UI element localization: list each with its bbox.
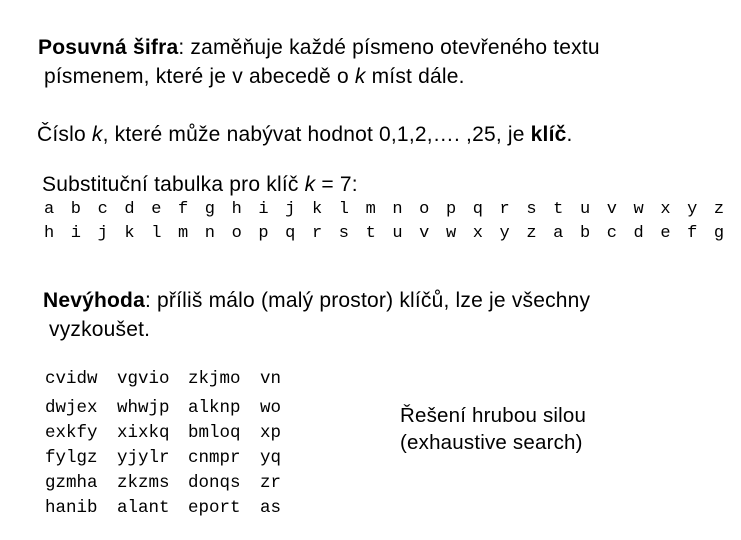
candidate-word: yq <box>260 448 282 468</box>
plain-letter: h <box>231 200 242 219</box>
cipher-letter: n <box>204 224 215 243</box>
candidate-word: alknp <box>188 398 241 418</box>
plain-letter: a <box>44 200 55 219</box>
plain-letter: c <box>97 200 108 219</box>
drawback-paragraph <box>43 286 689 344</box>
candidates-col-3 <box>188 367 241 521</box>
candidate-word: bmloq <box>188 423 241 443</box>
table-title-text-b: = 7: <box>315 173 358 196</box>
plain-letter: b <box>70 200 81 219</box>
intro-paragraph <box>38 33 704 91</box>
intro-var: k <box>354 65 366 88</box>
candidate-word: yjylr <box>117 448 170 468</box>
plain-letter: z <box>713 200 725 219</box>
drawback-text: : příliš málo (malý prostor) klíčů, lze je všechny vyzkoušet. <box>49 289 591 341</box>
cipher-letter: l <box>151 224 162 243</box>
candidate-word: cvidw <box>45 369 98 389</box>
cipher-letter: b <box>579 224 591 243</box>
candidate-word: zkjmo <box>188 369 241 389</box>
cipher-letter: y <box>499 224 510 243</box>
cipher-alphabet-row <box>44 222 741 246</box>
candidate-word: xp <box>260 423 282 443</box>
plain-letter: n <box>392 200 403 219</box>
plain-letter: q <box>472 200 483 219</box>
plain-letter: f <box>177 200 189 219</box>
candidate-word: zkzms <box>117 473 170 493</box>
plain-letter: t <box>553 200 564 219</box>
candidate-word: zr <box>260 473 282 493</box>
candidate-word: gzmha <box>45 473 98 493</box>
cipher-letter: r <box>311 224 323 243</box>
candidates-col-1 <box>45 367 98 521</box>
key-paragraph <box>37 120 707 149</box>
plain-letter: r <box>499 200 510 219</box>
candidates-col-4 <box>260 367 281 521</box>
candidate-word: vgvio <box>117 369 170 389</box>
key-text-c: . <box>566 123 573 146</box>
cipher-letter: x <box>472 224 483 243</box>
cipher-letter: d <box>633 224 644 243</box>
plain-letter: u <box>579 200 591 219</box>
key-text-b: , které může nabývat hodnot 0,1,2,…. ,25, je <box>102 123 531 146</box>
cipher-letter: j <box>97 224 108 243</box>
cipher-letter: u <box>392 224 403 243</box>
plain-letter: j <box>285 200 296 219</box>
candidate-word: vn <box>260 369 282 389</box>
cipher-letter: s <box>338 224 349 243</box>
cipher-letter: p <box>258 224 269 243</box>
cipher-letter: m <box>177 224 189 243</box>
plain-letter: s <box>526 200 537 219</box>
plain-letter: y <box>687 200 698 219</box>
intro-term: Posuvná šifra <box>38 36 179 59</box>
plain-letter: v <box>606 200 617 219</box>
candidate-word: donqs <box>188 473 241 493</box>
cipher-letter: f <box>687 224 698 243</box>
cipher-letter: h <box>44 224 55 243</box>
plain-letter: d <box>124 200 135 219</box>
table-title-var: k <box>304 173 316 196</box>
intro-text-a: : zaměňuje každé písmeno otevřeného textu písmenem, které je v abecedě o <box>44 36 600 88</box>
candidate-word: alant <box>117 498 170 518</box>
cipher-letter: g <box>713 224 725 243</box>
cipher-letter: t <box>365 224 376 243</box>
plain-letter: p <box>445 200 457 219</box>
candidate-word: as <box>260 498 282 518</box>
candidate-word: whwjp <box>117 398 170 418</box>
key-text-a: Číslo <box>37 123 92 146</box>
candidate-word: dwjex <box>45 398 98 418</box>
key-term: klíč <box>530 123 567 146</box>
candidates-col-2 <box>117 367 170 521</box>
cipher-letter: o <box>231 224 242 243</box>
cipher-letter: v <box>419 224 430 243</box>
cipher-letter: e <box>660 224 671 243</box>
candidate-word: cnmpr <box>188 448 241 468</box>
cipher-letter: q <box>285 224 296 243</box>
cipher-letter: w <box>445 224 457 243</box>
candidate-word: fylgz <box>45 448 98 468</box>
solution-note-line-1: Řešení hrubou silou <box>400 404 587 427</box>
solution-note-line-2: (exhaustive search) <box>400 431 583 454</box>
plain-letter: l <box>338 200 349 219</box>
cipher-letter: c <box>606 224 617 243</box>
plain-letter: k <box>311 200 323 219</box>
plain-alphabet-row <box>44 198 741 222</box>
cipher-letter: z <box>526 224 537 243</box>
candidate-word: eport <box>188 498 241 518</box>
candidate-word: exkfy <box>45 423 98 443</box>
solution-note <box>400 402 586 456</box>
intro-text-b: míst dále. <box>365 65 465 88</box>
plain-letter: i <box>258 200 269 219</box>
plain-letter: w <box>633 200 644 219</box>
drawback-term: Nevýhoda <box>43 289 145 312</box>
plain-letter: g <box>204 200 215 219</box>
cipher-letter: i <box>70 224 81 243</box>
table-title-text-a: Substituční tabulka pro klíč <box>42 173 305 196</box>
candidate-word: hanib <box>45 498 98 518</box>
key-var: k <box>91 123 103 146</box>
plain-letter: o <box>419 200 430 219</box>
cipher-letter: a <box>553 224 564 243</box>
candidate-word: wo <box>260 398 282 418</box>
candidate-word: xixkq <box>117 423 170 443</box>
plain-letter: m <box>365 200 376 219</box>
cipher-letter: k <box>124 224 135 243</box>
table-title <box>42 170 358 199</box>
plain-letter: e <box>151 200 162 219</box>
plain-letter: x <box>660 200 671 219</box>
